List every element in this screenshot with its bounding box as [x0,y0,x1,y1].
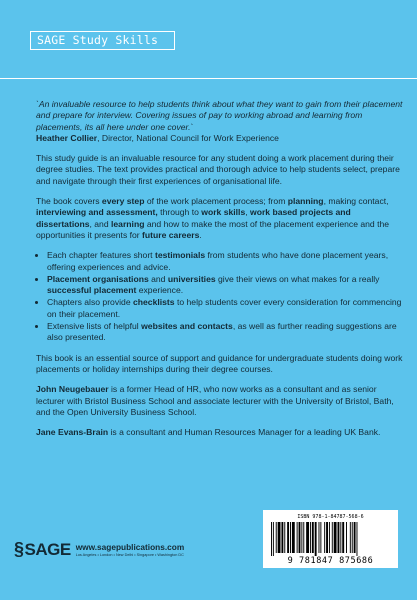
feature-item [47,297,404,320]
feature-item [47,321,404,344]
body-text: Extensive lists of helpful [47,321,142,332]
author-bio [36,384,404,418]
barcode-icon [271,522,390,556]
author-name: Jane Evans-Brain [36,427,109,438]
author-bio-text: is a former Head of HR, who now works as a consultant and as senior lecturer with Bristol Business School and associate lecturer with the University of Bristol, Bath, and the Open University Business School. [36,384,394,417]
emphasis-text: successful placement [47,285,137,296]
emphasis-text: every step [101,196,145,207]
body-text: Chapters also provide [47,297,133,308]
publisher-url[interactable]: www.sagepublications.com [75,541,185,552]
quote-text: `An invaluable resource to help students think about what they want to gain from their placement and prepare for interview. Covering issues of pay to working abroad and learning from placements, its all here under one cover.` [36,99,403,132]
author-bio [36,427,404,438]
endorsement-quote [36,99,404,144]
barcode-panel [263,510,398,568]
emphasis-text: future careers [142,229,200,240]
emphasis-text: testimonials [154,250,206,261]
body-text: through to [157,207,202,218]
author-bio-text: is a consultant and Human Resources Manager for a leading UK Bank. [108,427,381,438]
body-text: and [148,273,168,284]
summary-paragraph: This book is an essential source of support and guidance for undergraduate students doing work placements or holiday internships during their degree courses. [36,352,403,374]
emphasis-text: checklists [132,297,175,308]
body-text: of the work placement process; from [144,196,288,207]
body-text: , making contact, [323,196,389,207]
intro-paragraph: This study guide is an invaluable resource for any student doing a work placement during their degree studies. The text provides practical and thorough advice to help students select, prepare and navigate through their first experiences of organisational life. [36,153,400,186]
back-cover-content [36,99,404,447]
sage-logo-text: SAGE [24,539,71,559]
body-text: . [199,229,202,240]
body-text: , [245,207,251,218]
header-divider [0,78,417,79]
emphasis-text: planning [287,196,324,207]
publisher-cities: Los Angeles • London • New Delhi • Singapore • Washington DC [75,552,184,557]
isbn-label: ISBN 978-1-84787-568-6 [297,514,364,520]
publisher-footer [14,539,184,560]
body-text: , and [89,218,112,229]
body-text: The book covers [36,196,102,207]
feature-item [47,274,404,297]
body-text: Each chapter features short [47,250,155,261]
body-text: experience. [136,285,184,296]
isbn-digits: 9 781847 875686 [287,556,374,566]
author-name: John Neugebauer [36,384,109,395]
quote-author-role: , Director, National Council for Work Experience [97,132,279,143]
feature-list [36,250,404,343]
body-text: from students who have done placement years, offering experiences and advice. [47,250,389,272]
body-text: to help students cover every consideration for commencing on their placement. [47,297,402,319]
emphasis-text: Placement organisations [47,273,149,284]
publisher-info [76,542,185,558]
emphasis-text: websites and contacts [141,321,233,332]
sage-logo [14,539,71,560]
series-badge: SAGE Study Skills [30,31,175,50]
body-text: and how to make the most of the placement experience and the opportunities it presents for [36,218,390,240]
coverage-paragraph [36,196,404,241]
emphasis-text: learning [111,218,145,229]
sage-swirl-icon: § [14,539,24,559]
quote-author: Heather Collier [36,132,98,143]
emphasis-text: universities [167,273,216,284]
emphasis-text: interviewing and assessment, [36,207,158,218]
body-text: give their views on what makes for a really [215,273,380,284]
emphasis-text: work based projects and dissertations [36,207,351,229]
body-text: , as well as further reading suggestions are also presented. [47,321,397,343]
emphasis-text: work skills [201,207,246,218]
feature-item [47,250,404,273]
